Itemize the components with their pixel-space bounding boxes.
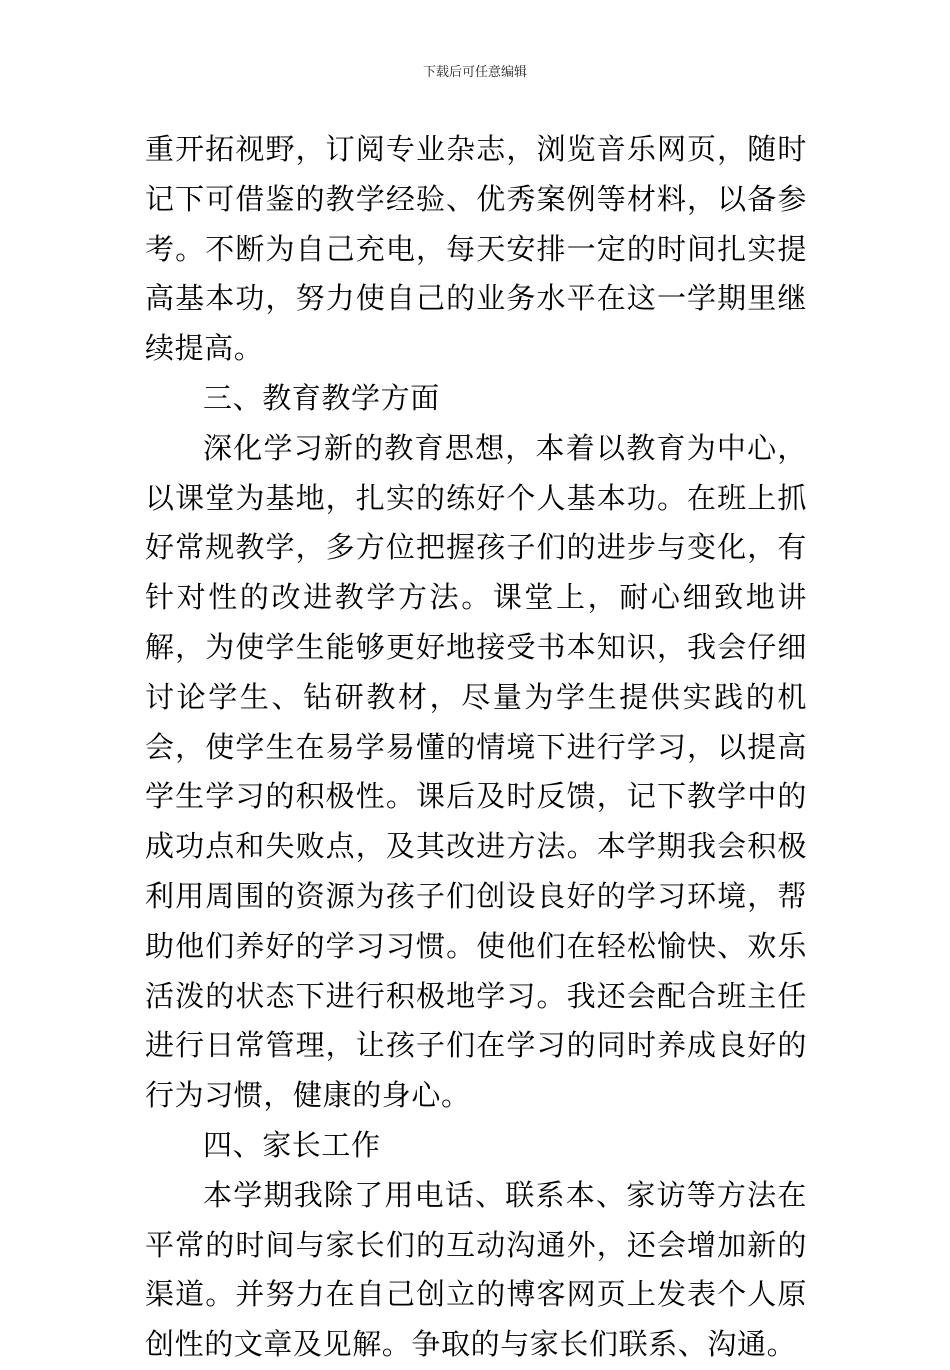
section-heading-parents: 四、家长工作 xyxy=(203,1127,381,1162)
paragraph-continuation: 重开拓视野，订阅专业杂志，浏览音乐网页，随时记下可借鉴的教学经验、优秀案例等材料，以备参考。不断为自己充电，每天安排一定的时间扎实提高基本功，努力使自己的业务水平在这一学期里继续提高。 xyxy=(145,132,807,366)
paragraph-parents: 本学期我除了用电话、联系本、家访等方法在平常的时间与家长们的互动沟通外，还会增加新的渠道。并努力在自己创立的博客网页上发表个人原创性的文章及见解。争取的与家长们联系、沟通。 xyxy=(145,1177,807,1362)
paragraph-teaching: 深化学习新的教育思想，本着以教育为中心，以课堂为基地，扎实的练好个人基本功。在班上抓好常规教学，多方位把握孩子们的进步与变化，有针对性的改进教学方法。课堂上，耐心细致地讲解，为使学生能够更好地接受书本知识，我会仔细讨论学生、钻研教材，尽量为学生提供实践的机会，使学生在易学易懂的情境下进行学习，以提高学生学习的积极性。课后及时反馈，记下教学中的成功点和失败点，及其改进方法。本学期我会积极利用周围的资源为孩子们创设良好的学习环境，帮助他们养好的学习习惯。使他们在轻松愉快、欢乐活泼的状态下进行积极地学习。我还会配合班主任进行日常管理，让孩子们在学习的同时养成良好的行为习惯，健康的身心。 xyxy=(145,430,807,1113)
section-heading-teaching: 三、教育教学方面 xyxy=(203,380,440,415)
page-header-note: 下载后可任意编辑 xyxy=(422,65,527,80)
document-body xyxy=(145,125,807,1370)
